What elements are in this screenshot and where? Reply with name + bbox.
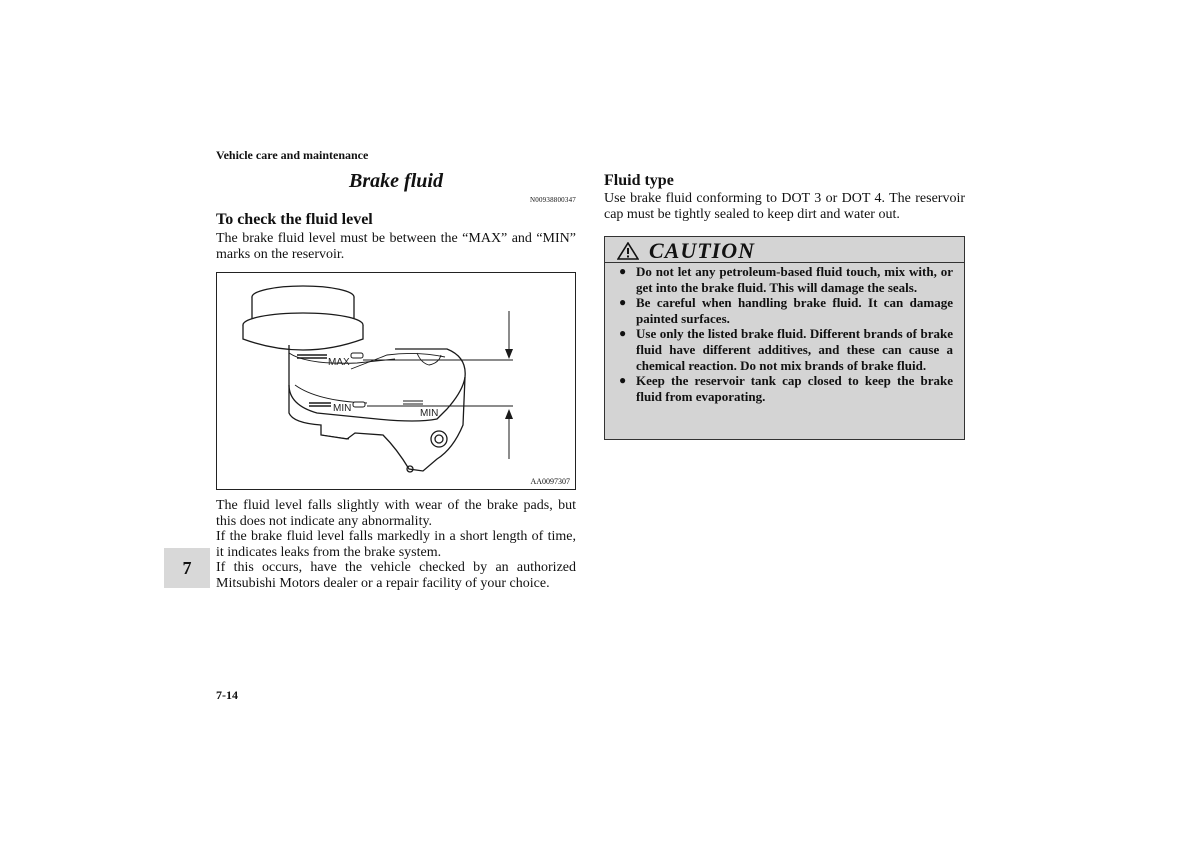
caution-item bbox=[605, 373, 964, 404]
section-heading-fluid-type: Fluid type bbox=[604, 172, 674, 189]
reservoir-figure bbox=[216, 272, 576, 490]
caution-item bbox=[605, 264, 964, 295]
warning-triangle-icon bbox=[617, 242, 639, 260]
brake-reservoir-illustration bbox=[217, 273, 577, 491]
min-mark-label-right: MIN bbox=[420, 408, 439, 419]
caution-item-text: Keep the reservoir tank cap closed to keep the brake fluid from evaporating. bbox=[636, 373, 953, 404]
running-header: Vehicle care and maintenance bbox=[216, 148, 369, 162]
document-code: N00938800347 bbox=[530, 196, 576, 204]
figure-code: AA0097307 bbox=[530, 477, 570, 486]
bullet-icon: ● bbox=[619, 326, 627, 341]
min-mark-label: MIN bbox=[333, 403, 352, 414]
caution-box bbox=[604, 236, 965, 440]
bullet-icon: ● bbox=[619, 264, 627, 278]
paragraph-pad-wear: The fluid level falls slightly with wear of the brake pads, but this does not indicate any abnormality. bbox=[216, 498, 576, 529]
caution-header bbox=[605, 237, 964, 263]
caution-item bbox=[605, 295, 964, 326]
page-title: Brake fluid bbox=[349, 170, 443, 192]
max-mark-label: MAX bbox=[328, 357, 350, 368]
caution-list bbox=[605, 264, 964, 404]
page-number: 7-14 bbox=[216, 688, 238, 702]
paragraph-dealer-check: If this occurs, have the vehicle checked by an authorized Mitsubishi Motors dealer or a repair facility of your choice. bbox=[216, 560, 576, 591]
intro-paragraph: The brake fluid level must be between the “MAX” and “MIN” marks on the reservoir. bbox=[216, 231, 576, 262]
caution-item-text: Do not let any petroleum-based fluid touch, mix with, or get into the brake fluid. This will damage the seals. bbox=[636, 264, 953, 295]
chapter-tab: 7 bbox=[164, 548, 210, 588]
caution-item-text: Use only the listed brake fluid. Different brands of brake fluid have different additives, and these can cause a chemical reaction. Do not mix brands of brake fluid. bbox=[636, 326, 953, 373]
caution-item bbox=[605, 326, 964, 373]
bullet-icon: ● bbox=[619, 373, 627, 388]
paragraph-leak-warning: If the brake fluid level falls markedly in a short length of time, it indicates leaks from the brake system. bbox=[216, 529, 576, 560]
caution-item-text: Be careful when handling brake fluid. It can damage painted surfaces. bbox=[636, 295, 953, 326]
section-heading-check-level: To check the fluid level bbox=[216, 211, 373, 228]
caution-title: CAUTION bbox=[649, 238, 756, 263]
bullet-icon: ● bbox=[619, 295, 627, 310]
fluid-type-paragraph: Use brake fluid conforming to DOT 3 or DOT 4. The reservoir cap must be tightly sealed to keep dirt and water out. bbox=[604, 191, 965, 222]
